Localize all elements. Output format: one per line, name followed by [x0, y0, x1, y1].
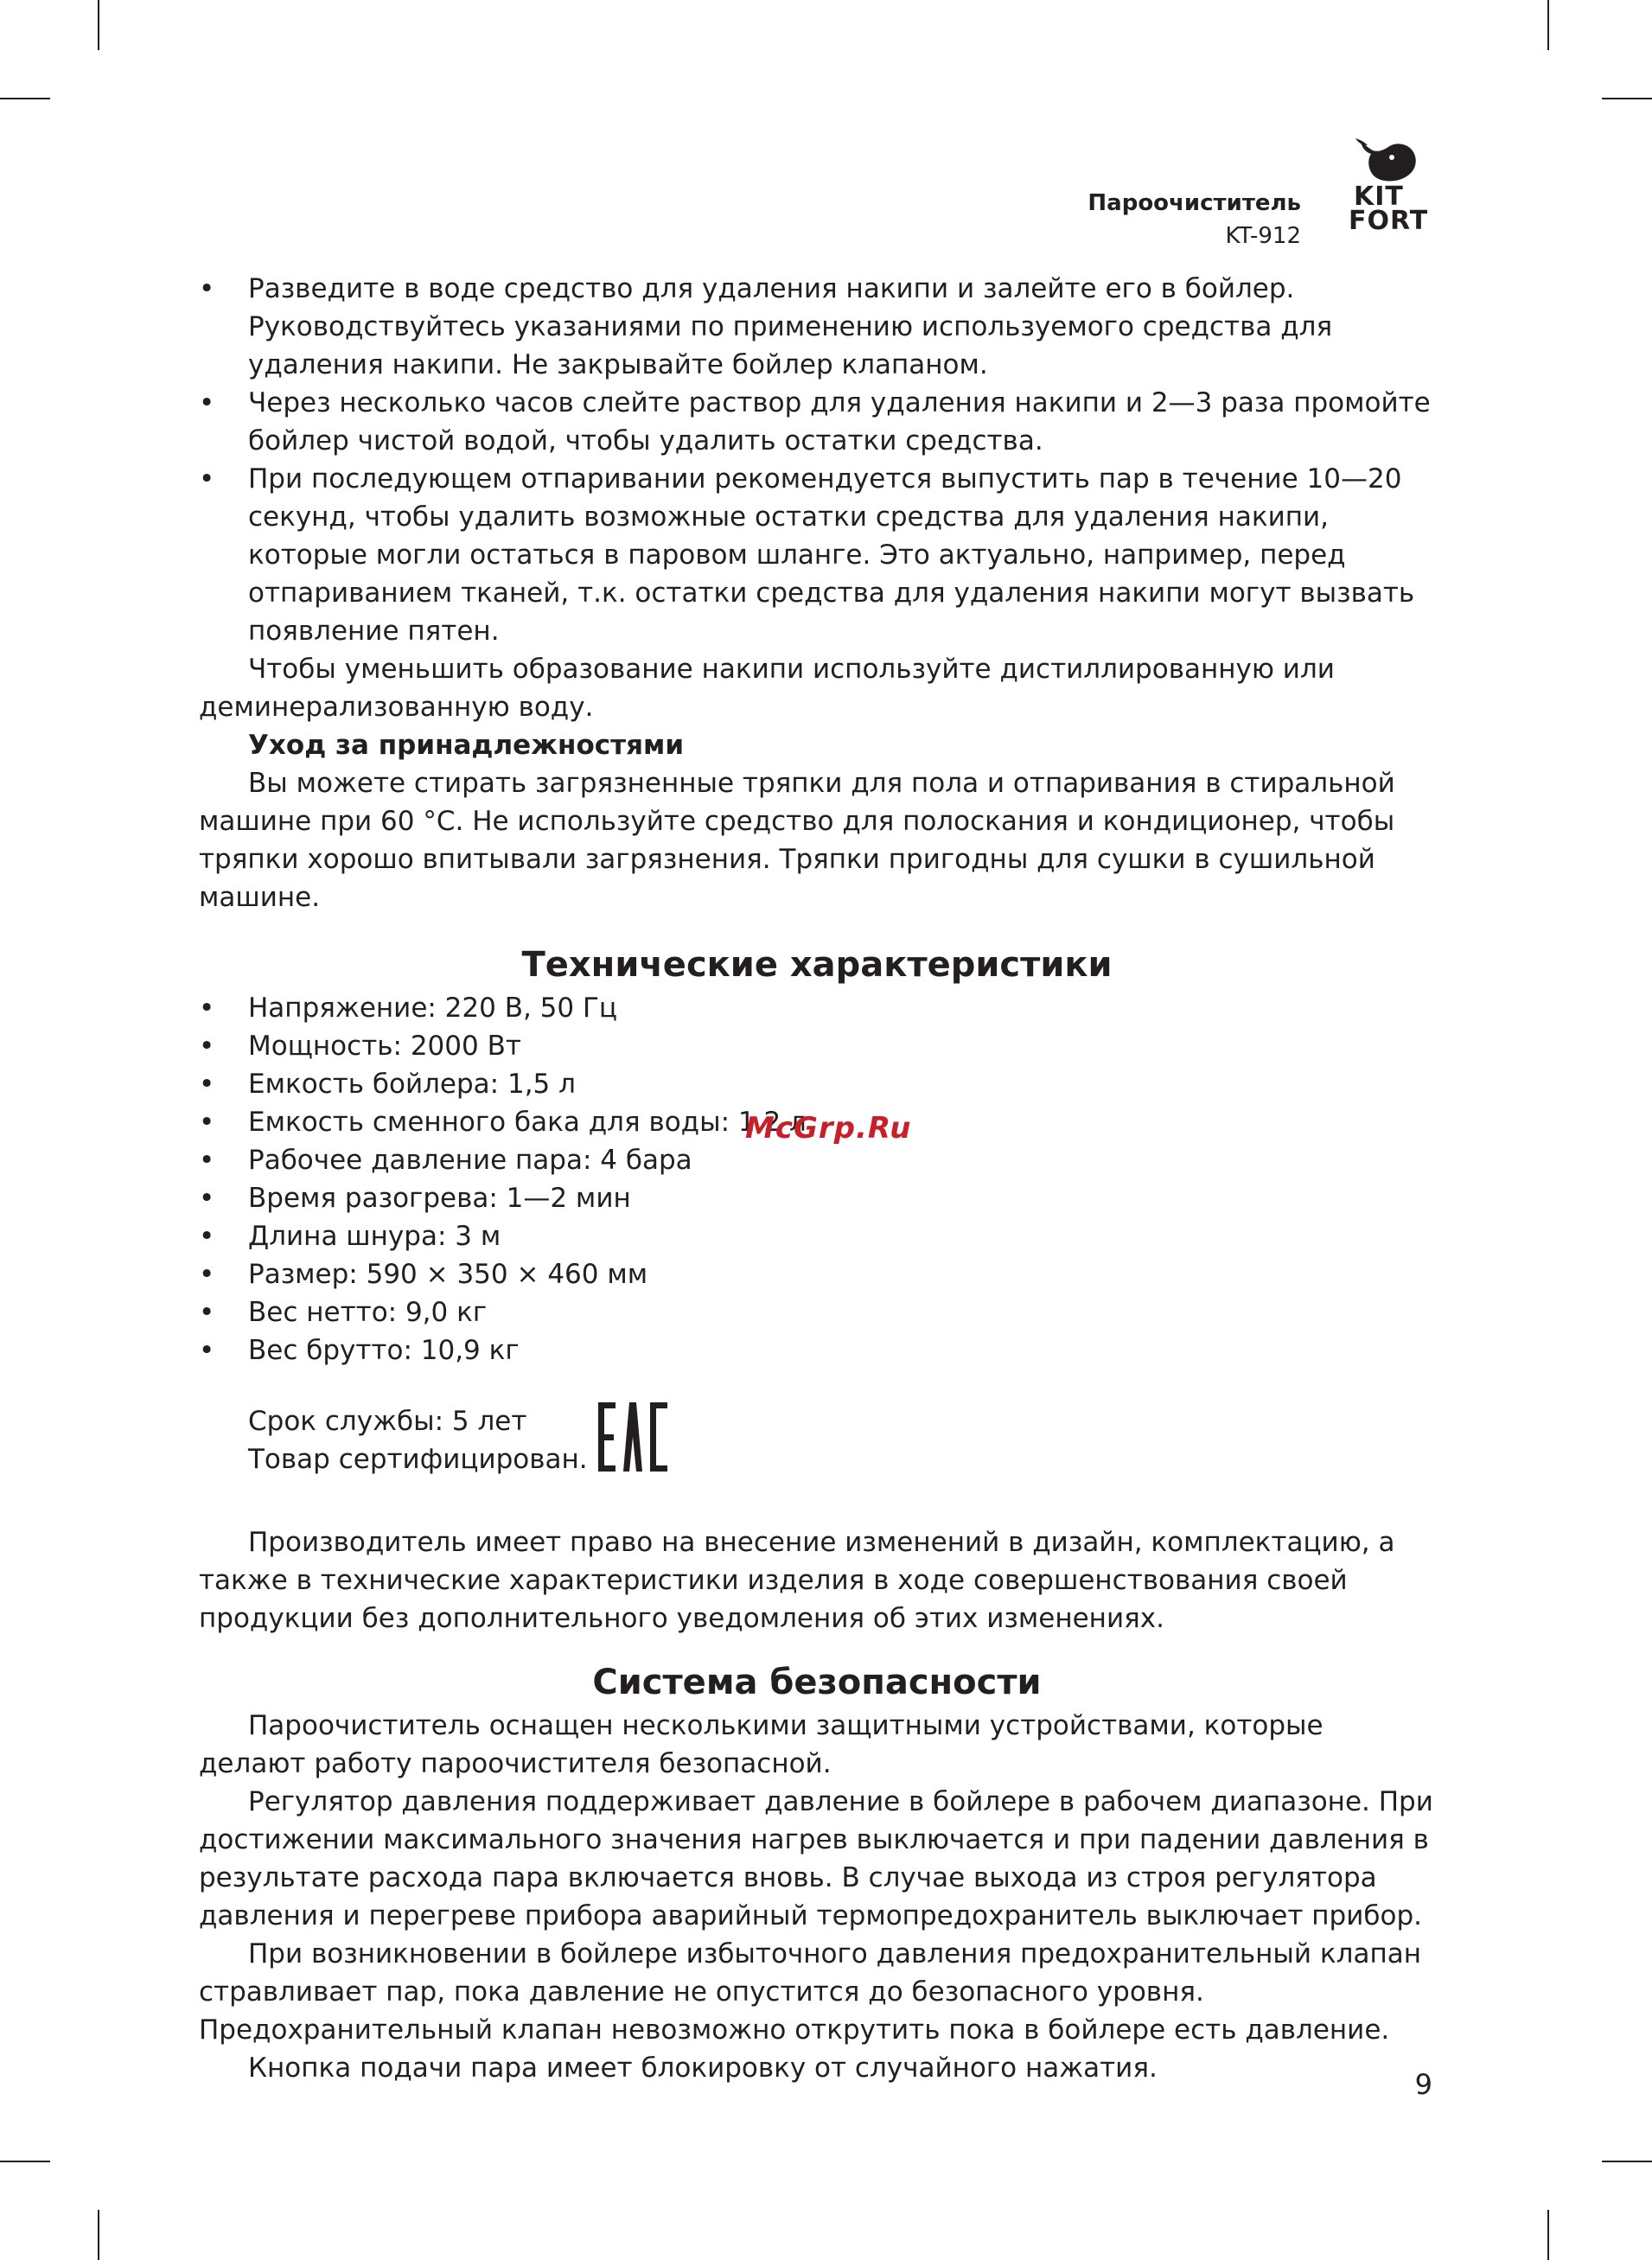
safety-paragraph: При возникновении в бойлере избыточного давления предохранительный клапан стравливает пар, пока давление не опустится до безопасного уровня. Предохранительный клапан невозможно открутить пока в бойлере есть давление. — [199, 1938, 1421, 2046]
list-item: • Длина шнура: 3 м — [199, 1217, 1435, 1255]
list-item: • Напряжение: 220 В, 50 Гц — [199, 989, 1435, 1027]
eac-certification-icon — [598, 1402, 667, 1472]
certification-note: Товар сертифицирован. — [248, 1444, 588, 1475]
crop-mark — [1602, 98, 1652, 99]
page-number: 9 — [1414, 2068, 1432, 2101]
safety-paragraph: Кнопка подачи пара имеет блокировку от случайного нажатия. — [248, 2053, 1158, 2084]
list-item: • При последующем отпаривании рекомендуется выпустить пар в течение 10—20 секунд, чтобы удалить возможные остатки средства для удаления накипи, которые могли остаться в паровом шланге. Это актуально, например, перед отпариванием тканей, т.к. остатки средства для удаления накипи могут вызвать появление пятен. — [199, 460, 1435, 650]
crop-mark — [0, 2161, 50, 2162]
list-item: • Размер: 590 × 350 × 460 мм — [199, 1255, 1435, 1293]
watermark: McGrp.Ru — [745, 1111, 912, 1146]
disclaimer: Производитель имеет право на внесение изменений в дизайн, комплектацию, а также в технические характеристики изделия в ходе совершенствования своей продукции без дополнительного уведомления об этих изменениях. — [199, 1527, 1395, 1634]
list-item: • Рабочее давление пара: 4 бара — [199, 1141, 1435, 1179]
service-info — [199, 1402, 1435, 1485]
safety-paragraph: Пароочиститель оснащен несколькими защитными устройствами, которые делают работу пароочистителя безопасной. — [199, 1710, 1324, 1779]
list-item: • Мощность: 2000 Вт — [199, 1027, 1435, 1065]
list-item: • Время разогрева: 1—2 мин — [199, 1179, 1435, 1217]
accessories-text: Вы можете стирать загрязненные тряпки для пола и отпаривания в стиральной машине при 60 °C. Не используйте средство для полоскания и кондиционер, чтобы тряпки хорошо впитывали загрязнения. Тряпки пригодны для сушки в сушильной машине. — [199, 768, 1395, 913]
accessories-heading: Уход за принадлежностями — [248, 730, 685, 761]
descale-steps — [199, 270, 1435, 650]
list-item: • Емкость бойлера: 1,5 л — [199, 1065, 1435, 1103]
list-item: • Вес нетто: 9,0 кг — [199, 1293, 1435, 1331]
page-header — [1088, 187, 1301, 252]
document-body — [199, 270, 1435, 2087]
crop-mark — [1602, 2161, 1652, 2162]
crop-mark — [0, 98, 50, 99]
brand-logo — [1349, 137, 1444, 236]
list-item: • Вес брутто: 10,9 кг — [199, 1331, 1435, 1369]
specs-heading: Технические характеристики — [521, 945, 1113, 985]
service-life: Срок службы: 5 лет — [248, 1406, 527, 1437]
list-item: • Разведите в воде средство для удаления накипи и залейте его в бойлер. Руководствуйтесь указаниями по применению используемого средства для удаления накипи. Не закрывайте бойлер клапаном. — [199, 270, 1435, 384]
crop-mark — [98, 0, 99, 50]
product-model: KT-912 — [1225, 223, 1301, 249]
list-item: • Через несколько часов слейте раствор для удаления накипи и 2—3 раза промойте бойлер чистой водой, чтобы удалить остатки средства. — [199, 384, 1435, 460]
whale-icon — [1354, 137, 1419, 185]
crop-mark — [98, 2210, 99, 2260]
crop-mark — [1547, 0, 1549, 50]
specs-list — [199, 989, 1435, 1369]
crop-mark — [1547, 2210, 1549, 2260]
product-title: Пароочиститель — [1088, 190, 1301, 216]
safety-heading: Система безопасности — [592, 1663, 1042, 1702]
descale-note: Чтобы уменьшить образование накипи используйте дистиллированную или деминерализованную воду. — [199, 654, 1335, 723]
safety-paragraph: Регулятор давления поддерживает давление в бойлере в рабочем диапазоне. При достижении максимального значения нагрев выключается и при падении давления в результате расхода пара включается вновь. В случае выхода из строя регулятора давления и перегреве прибора аварийный термопредохранитель выключает прибор. — [199, 1786, 1433, 1931]
brand-wordmark: KIT FORT — [1349, 182, 1429, 236]
list-item: • Емкость сменного бака для воды: 1,2 л — [199, 1103, 1435, 1141]
